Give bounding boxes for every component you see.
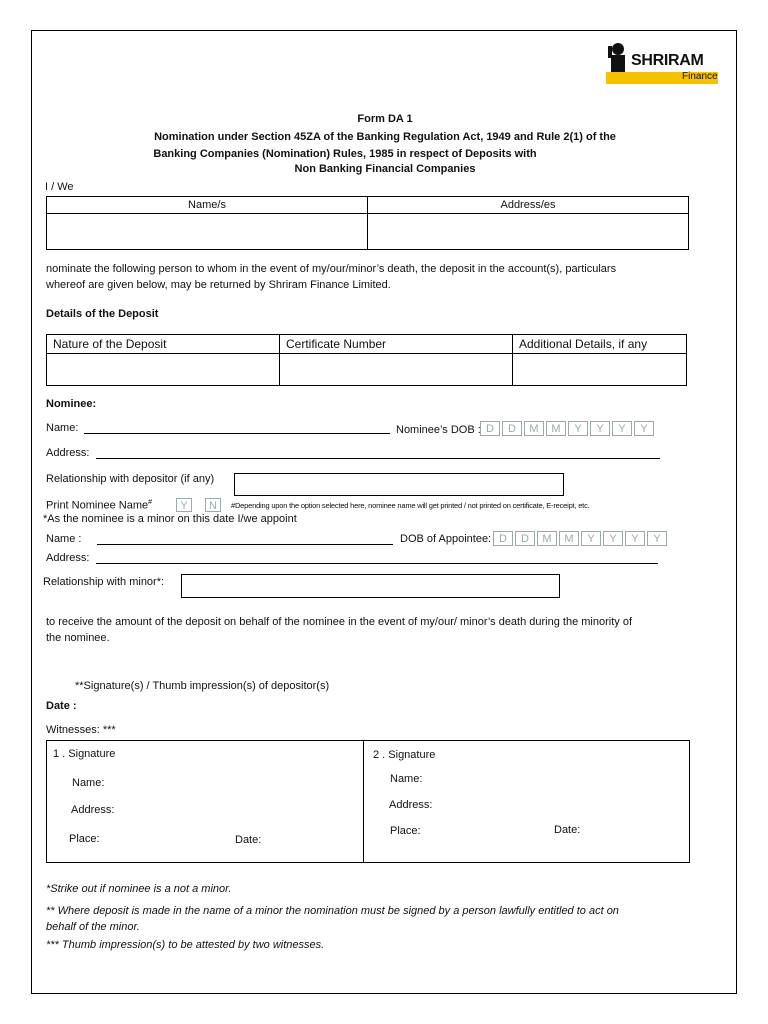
dob-box[interactable]: D xyxy=(515,531,535,546)
dob-box[interactable]: D xyxy=(493,531,513,546)
nominee-dob-boxes[interactable] xyxy=(480,421,656,436)
deposit-additional-cell[interactable] xyxy=(513,354,687,386)
nominee-name-line[interactable] xyxy=(84,433,390,434)
receive-text-1: to receive the amount of the deposit on behalf of the nominee in the event of my/our/ minor’s death during the minority of xyxy=(46,616,632,628)
dob-box[interactable]: D xyxy=(480,421,500,436)
form-id: Form DA 1 xyxy=(357,113,413,125)
witness-box xyxy=(46,740,690,863)
depositor-name-header: Name/s xyxy=(47,197,368,214)
dob-box[interactable]: Y xyxy=(581,531,601,546)
depositor-name-cell[interactable] xyxy=(47,214,368,250)
header-line1: Nomination under Section 45ZA of the Banking Regulation Act, 1949 and Rule 2(1) of the xyxy=(154,131,616,143)
depositor-address-header: Address/es xyxy=(368,197,689,214)
print-nominee-note: #Depending upon the option selected here, nominee name will get printed / not printed on certificate, E-receipt, etc. xyxy=(231,501,590,510)
witness-divider xyxy=(363,740,364,863)
nominee-relationship-input[interactable] xyxy=(234,473,564,496)
appointee-address-line[interactable] xyxy=(96,563,658,564)
header-line3: Non Banking Financial Companies xyxy=(294,163,476,175)
print-nominee-no-box[interactable]: N xyxy=(205,498,221,512)
logo-brand: SHRIRAM xyxy=(631,52,704,69)
appointee-name-line[interactable] xyxy=(97,544,393,545)
nominee-name-label: Name: xyxy=(46,422,79,434)
appointee-relationship-input[interactable] xyxy=(181,574,560,598)
dob-box[interactable]: M xyxy=(537,531,557,546)
appointee-relationship-label: Relationship with minor*: xyxy=(43,576,165,588)
deposit-certificate-cell[interactable] xyxy=(280,354,513,386)
footnote-3: *** Thumb impression(s) to be attested by two witnesses. xyxy=(46,939,325,951)
shriram-logo xyxy=(606,42,718,84)
iwe-label: I / We xyxy=(45,181,74,193)
dob-box[interactable]: Y xyxy=(625,531,645,546)
appointee-name-label: Name : xyxy=(46,533,82,545)
witness1-name[interactable]: Name: xyxy=(72,777,105,789)
date-label: Date : xyxy=(46,700,77,712)
footnote-2a: ** Where deposit is made in the name of a minor the nomination must be signed by a person lawfully entitled to act on xyxy=(46,905,619,917)
witness2-place[interactable]: Place: xyxy=(390,825,421,837)
witness2-address[interactable]: Address: xyxy=(389,799,433,811)
deposit-additional-header: Additional Details, if any xyxy=(513,335,687,354)
dob-box[interactable]: Y xyxy=(590,421,610,436)
nominate-text-2: whereof are given below, may be returned by Shriram Finance Limited. xyxy=(46,279,391,291)
dob-box[interactable]: Y xyxy=(568,421,588,436)
nominee-dob-label: Nominee’s DOB : xyxy=(396,424,481,436)
dob-box[interactable]: Y xyxy=(647,531,667,546)
print-nominee-yes-box[interactable]: Y xyxy=(176,498,192,512)
appointee-dob-boxes[interactable] xyxy=(493,531,669,546)
receive-text-2: the nominee. xyxy=(46,632,110,644)
deposit-certificate-header: Certificate Number xyxy=(280,335,513,354)
header-line2: Banking Companies (Nomination) Rules, 1985 in respect of Deposits with xyxy=(153,148,537,160)
appointee-intro: *As the nominee is a minor on this date I/we appoint xyxy=(43,513,297,525)
dob-box[interactable]: Y xyxy=(634,421,654,436)
shriram-mascot-icon xyxy=(606,42,632,74)
footnote-1: *Strike out if nominee is a not a minor. xyxy=(46,883,232,895)
witness1-signature[interactable]: 1 . Signature xyxy=(53,748,116,760)
appointee-address-label: Address: xyxy=(46,552,90,564)
dob-box[interactable]: Y xyxy=(612,421,632,436)
dob-box[interactable]: M xyxy=(524,421,544,436)
witness2-date[interactable]: Date: xyxy=(554,824,581,836)
witnesses-label: Witnesses: *** xyxy=(46,724,116,736)
print-nominee-mark: # xyxy=(148,499,152,506)
witness2-name[interactable]: Name: xyxy=(390,773,423,785)
nominee-heading: Nominee: xyxy=(46,398,97,410)
print-nominee-label xyxy=(46,499,152,512)
print-nominee-text: Print Nominee Name xyxy=(46,499,149,512)
nominee-address-label: Address: xyxy=(46,447,90,459)
dob-box[interactable]: Y xyxy=(603,531,623,546)
deposit-table xyxy=(46,334,687,386)
depositor-table xyxy=(46,196,689,250)
depositor-signature-label: **Signature(s) / Thumb impression(s) of depositor(s) xyxy=(75,680,330,692)
witness1-place[interactable]: Place: xyxy=(69,833,100,845)
deposit-heading: Details of the Deposit xyxy=(46,308,159,320)
footnote-2b: behalf of the minor. xyxy=(46,921,140,933)
witness1-date[interactable]: Date: xyxy=(235,834,262,846)
appointee-dob-label: DOB of Appointee: xyxy=(400,533,492,545)
dob-box[interactable]: D xyxy=(502,421,522,436)
logo-sub: Finance xyxy=(682,71,718,82)
nominee-relationship-label: Relationship with depositor (if any) xyxy=(46,473,215,485)
dob-box[interactable]: M xyxy=(559,531,579,546)
witness1-address[interactable]: Address: xyxy=(71,804,115,816)
nominee-address-line[interactable] xyxy=(96,458,660,459)
dob-box[interactable]: M xyxy=(546,421,566,436)
deposit-nature-cell[interactable] xyxy=(47,354,280,386)
nominate-text-1: nominate the following person to whom in the event of my/our/minor’s death, the deposit in the account(s), particulars xyxy=(46,263,617,275)
deposit-nature-header: Nature of the Deposit xyxy=(47,335,280,354)
depositor-address-cell[interactable] xyxy=(368,214,689,250)
witness2-signature[interactable]: 2 . Signature xyxy=(373,749,436,761)
